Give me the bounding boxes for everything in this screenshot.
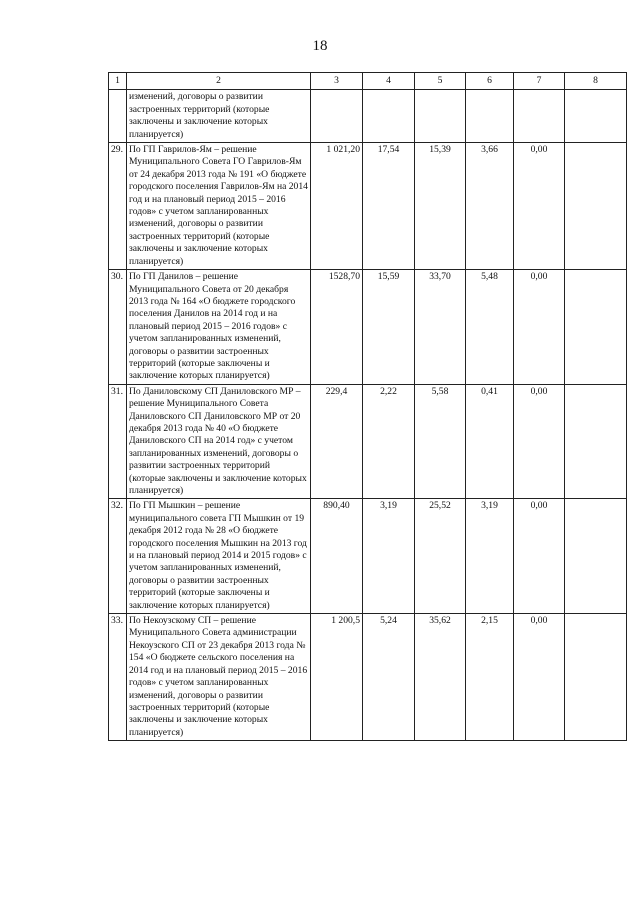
row-index: 32. <box>109 499 127 614</box>
cell-col7: 0,00 <box>514 143 565 270</box>
column-header: 8 <box>565 73 627 90</box>
table-row <box>109 614 627 741</box>
cell-col5: 35,62 <box>415 614 466 741</box>
column-header: 3 <box>311 73 363 90</box>
column-header: 6 <box>466 73 514 90</box>
cell-col3: 1528,70 <box>311 270 363 385</box>
row-index: 33. <box>109 614 127 741</box>
cell-col8 <box>565 270 627 385</box>
cell-col6: 0,41 <box>466 384 514 499</box>
cell-col4: 3,19 <box>363 499 415 614</box>
cell-col7: 0,00 <box>514 270 565 385</box>
cell-col5: 5,58 <box>415 384 466 499</box>
cell-col4: 5,24 <box>363 614 415 741</box>
column-header: 2 <box>127 73 311 90</box>
cell-col7 <box>514 90 565 143</box>
cell-col6: 3,19 <box>466 499 514 614</box>
row-description: изменений, договоры о развитии застроенных территорий (которые заключены и заключение которых планируется) <box>127 90 311 143</box>
table-row <box>109 499 627 614</box>
cell-col6: 5,48 <box>466 270 514 385</box>
row-index: 30. <box>109 270 127 385</box>
cell-col3: 890,40 <box>311 499 363 614</box>
cell-col8 <box>565 499 627 614</box>
column-header: 5 <box>415 73 466 90</box>
table-row <box>109 384 627 499</box>
row-description: По ГП Мышкин – решение муниципального совета ГП Мышкин от 19 декабря 2012 года № 28 «О бюджете городского поселения Мышкин на 2013 год и на плановый период 2014 и 2015 годов» с учетом запланированных изменений, договоры о развитии застроенных территорий (которые заключены и заключение которых планируется) <box>127 499 311 614</box>
cell-col8 <box>565 384 627 499</box>
row-description: По ГП Данилов – решение Муниципального Совета от 20 декабря 2013 года № 164 «О бюджете городского поселения Данилов на 2014 год и на плановый период 2015 – 2016 годов» с учетом запланированных изменений, договоры о развитии застроенных территорий (которые заключены и заключение которых планируется) <box>127 270 311 385</box>
cell-col7: 0,00 <box>514 499 565 614</box>
cell-col5: 25,52 <box>415 499 466 614</box>
row-index: 29. <box>109 143 127 270</box>
cell-col5: 33,70 <box>415 270 466 385</box>
row-description: По ГП Гаврилов-Ям – решение Муниципального Совета ГО Гаврилов-Ям от 24 декабря 2013 года № 191 «О бюджете городского поселения Гаврилов-Ям на 2014 год и на плановый период 2015 – 2016 годов» с учетом запланированных изменений, договоры о развитии застроенных территорий (которые заключены и заключение которых планируется) <box>127 143 311 270</box>
cell-col4: 2,22 <box>363 384 415 499</box>
cell-col3 <box>311 90 363 143</box>
page-number: 18 <box>312 38 328 54</box>
cell-col6: 3,66 <box>466 143 514 270</box>
table-row <box>109 143 627 270</box>
cell-col8 <box>565 614 627 741</box>
table-row <box>109 270 627 385</box>
cell-col5: 15,39 <box>415 143 466 270</box>
cell-col6 <box>466 90 514 143</box>
cell-col3: 1 021,20 <box>311 143 363 270</box>
column-header: 4 <box>363 73 415 90</box>
cell-col4: 15,59 <box>363 270 415 385</box>
cell-col8 <box>565 90 627 143</box>
row-index: 31. <box>109 384 127 499</box>
cell-col7: 0,00 <box>514 614 565 741</box>
cell-col7: 0,00 <box>514 384 565 499</box>
row-description: По Некоузскому СП – решение Муниципального Совета администрации Некоузского СП от 23 декабря 2013 года № 154 «О бюджете сельского поселения на 2014 год и на плановый период 2015 – 2016 годов» с учетом запланированных изменений, договоры о развитии застроенных территорий (которые заключены и заключение которых планируется) <box>127 614 311 741</box>
column-header: 7 <box>514 73 565 90</box>
cell-col8 <box>565 143 627 270</box>
continuation-row <box>109 90 627 143</box>
column-header: 1 <box>109 73 127 90</box>
cell-col3: 1 200,5 <box>311 614 363 741</box>
row-index <box>109 90 127 143</box>
cell-col6: 2,15 <box>466 614 514 741</box>
cell-col3: 229,4 <box>311 384 363 499</box>
cell-col4: 17,54 <box>363 143 415 270</box>
cell-col4 <box>363 90 415 143</box>
row-description: По Даниловскому СП Даниловского МР – решение Муниципального Совета Даниловского СП Даниловского МР от 20 декабря 2013 года № 40 «О бюджете Даниловского СП на 2014 год» с учетом запланированных изменений, договоры о развитии застроенных территорий (которые заключены и заключение которых планируется) <box>127 384 311 499</box>
header-row <box>109 73 627 90</box>
budget-table <box>108 72 627 741</box>
cell-col5 <box>415 90 466 143</box>
